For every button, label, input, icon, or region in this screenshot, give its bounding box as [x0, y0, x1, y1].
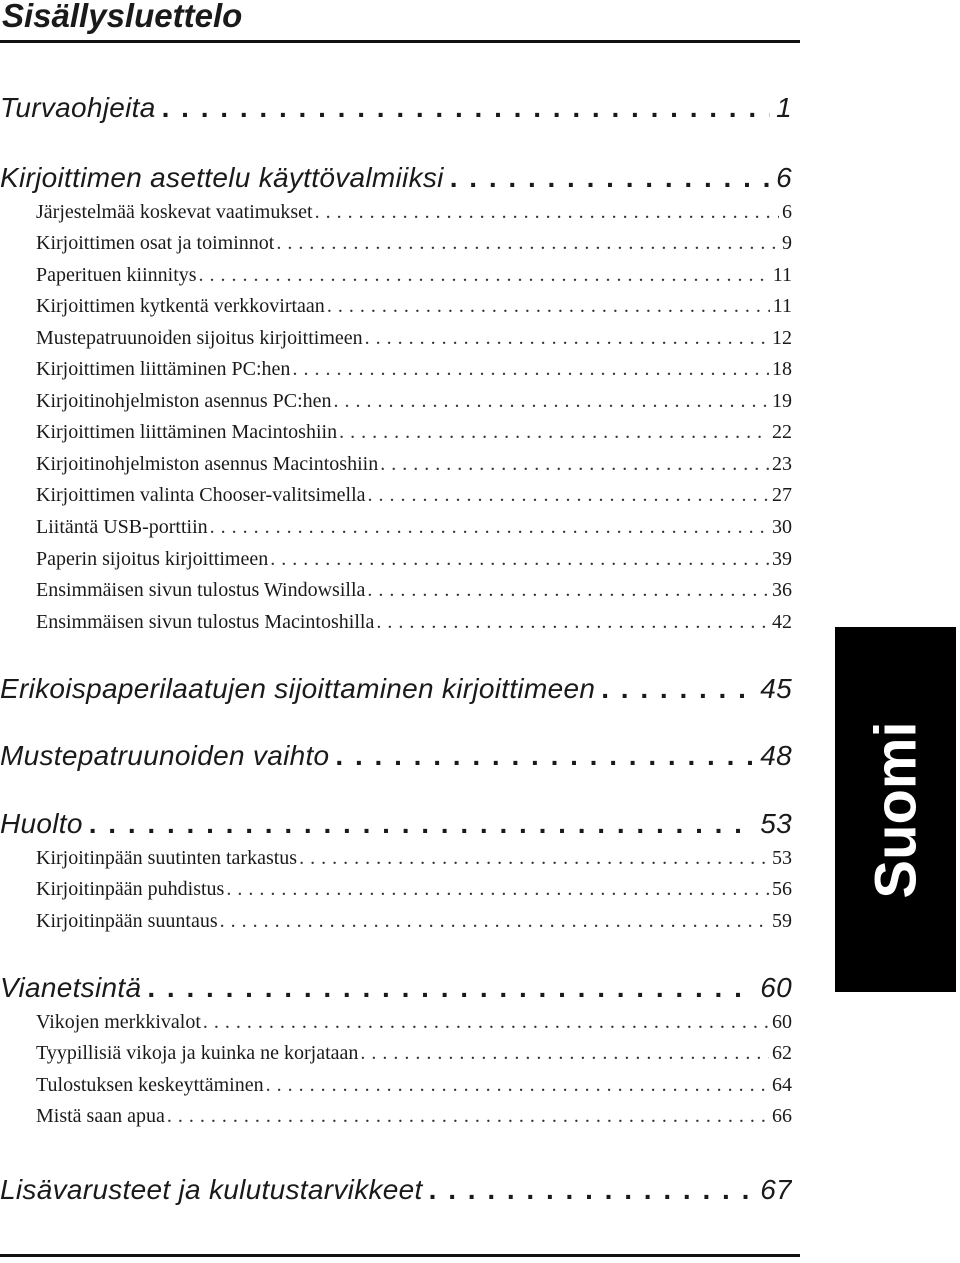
- toc-section-label: Mistä saan apua: [36, 1105, 165, 1127]
- dot-leader: [444, 160, 770, 196]
- toc-section[interactable]: [36, 1102, 792, 1130]
- toc-chapter-label: Kirjoittimen asettelu käyttövalmiiksi: [0, 162, 444, 193]
- language-tab-label: Suomi: [863, 720, 928, 899]
- toc-section[interactable]: [36, 292, 792, 320]
- toc-section[interactable]: [36, 198, 792, 226]
- toc-chapter-turvaohjeita[interactable]: [0, 90, 792, 126]
- toc-page-number: 23: [772, 453, 792, 475]
- toc-page-number: 36: [772, 579, 792, 601]
- toc-section[interactable]: [36, 355, 792, 383]
- toc-page-number: 6: [776, 162, 792, 193]
- dot-leader: [363, 324, 769, 352]
- footer-rule: [0, 1254, 800, 1257]
- dot-leader: [329, 738, 754, 774]
- toc-section[interactable]: [36, 576, 792, 604]
- toc-section[interactable]: [36, 875, 792, 903]
- toc-section-label: Kirjoittimen liittäminen PC:hen: [36, 358, 291, 380]
- toc-section-label: Ensimmäisen sivun tulostus Windowsilla: [36, 579, 366, 601]
- dot-leader: [423, 1172, 755, 1208]
- dot-leader: [165, 1102, 769, 1130]
- dot-leader: [264, 1071, 769, 1099]
- toc-section[interactable]: [36, 608, 792, 636]
- toc-page-number: 11: [772, 264, 792, 286]
- toc-chapter-asettelu[interactable]: [0, 160, 792, 196]
- toc-page-number: 9: [782, 232, 792, 254]
- toc-section[interactable]: [36, 1071, 792, 1099]
- toc-section[interactable]: [36, 261, 792, 289]
- dot-leader: [268, 545, 769, 573]
- toc-section[interactable]: [36, 324, 792, 352]
- dot-leader: [156, 90, 771, 126]
- page-title: Sisällysluettelo: [2, 0, 243, 34]
- dot-leader: [290, 355, 769, 383]
- toc-section-label: Vikojen merkkivalot: [36, 1011, 201, 1033]
- toc-section-label: Kirjoittimen osat ja toiminnot: [36, 232, 275, 254]
- toc-page-number: 27: [772, 484, 792, 506]
- dot-leader: [224, 875, 769, 903]
- toc-chapter-lisavarusteet[interactable]: [0, 1172, 792, 1208]
- toc-section-label: Kirjoitinpään puhdistus: [36, 878, 225, 900]
- toc-section[interactable]: [36, 229, 792, 257]
- toc-page-number: 53: [772, 847, 792, 869]
- toc-section[interactable]: [36, 387, 792, 415]
- dot-leader: [337, 418, 769, 446]
- toc-page-number: 45: [760, 673, 792, 704]
- toc-chapter-erikoispaperilaatujen[interactable]: [0, 671, 792, 707]
- dot-leader: [208, 513, 769, 541]
- dot-leader: [141, 970, 754, 1006]
- toc-section-label: Kirjoitinohjelmiston asennus PC:hen: [36, 390, 332, 412]
- dot-leader: [201, 1008, 769, 1036]
- toc-section-label: Liitäntä USB-porttiin: [36, 516, 208, 538]
- toc-section-label: Kirjoittimen liittäminen Macintoshiin: [36, 421, 338, 443]
- toc-page-number: 53: [760, 808, 792, 839]
- dot-leader: [595, 671, 754, 707]
- toc-page-number: 48: [760, 740, 792, 771]
- toc-chapter-label: Mustepatruunoiden vaihto: [0, 740, 330, 771]
- dot-leader: [297, 844, 769, 872]
- dot-leader: [313, 198, 779, 226]
- toc-section[interactable]: [36, 481, 792, 509]
- toc-page-number: 22: [772, 421, 792, 443]
- toc-section-label: Ensimmäisen sivun tulostus Macintoshilla: [36, 611, 375, 633]
- toc-section-label: Järjestelmää koskevat vaatimukset: [36, 201, 313, 223]
- toc-page-number: 1: [776, 92, 792, 123]
- toc-chapter-label: Erikoispaperilaatujen sijoittaminen kirjoittimeen: [0, 673, 596, 704]
- dot-leader: [332, 387, 769, 415]
- toc-page-number: 64: [772, 1074, 792, 1096]
- toc-page-number: 66: [772, 1105, 792, 1127]
- dot-leader: [365, 576, 769, 604]
- toc-page-number: 39: [772, 548, 792, 570]
- toc-page-number: 56: [772, 878, 792, 900]
- toc-page-number: 60: [772, 1011, 792, 1033]
- toc-section[interactable]: [36, 1039, 792, 1067]
- toc-section[interactable]: [36, 513, 792, 541]
- toc-section[interactable]: [36, 1008, 792, 1036]
- dot-leader: [274, 229, 779, 257]
- dot-leader: [325, 292, 770, 320]
- toc-page-number: 30: [772, 516, 792, 538]
- toc-chapter-mustepatruunoiden-vaihto[interactable]: [0, 738, 792, 774]
- toc-page-number: 11: [772, 295, 792, 317]
- toc-chapter-label: Lisävarusteet ja kulutustarvikkeet: [0, 1174, 423, 1205]
- toc-section-label: Paperituen kiinnitys: [36, 264, 197, 286]
- toc-section-label: Kirjoittimen valinta Chooser-valitsimella: [36, 484, 366, 506]
- dot-leader: [197, 261, 770, 289]
- toc-page-number: 62: [772, 1042, 792, 1064]
- toc-section-label: Kirjoitinohjelmiston asennus Macintoshiin: [36, 453, 379, 475]
- toc-section-label: Tulostuksen keskeyttäminen: [36, 1074, 264, 1096]
- toc-page-number: 60: [760, 972, 792, 1003]
- toc-section[interactable]: [36, 450, 792, 478]
- toc-page-number: 59: [772, 910, 792, 932]
- dot-leader: [83, 806, 755, 842]
- toc-section[interactable]: [36, 418, 792, 446]
- title-rule: [0, 40, 800, 43]
- dot-leader: [358, 1039, 769, 1067]
- dot-leader: [218, 907, 769, 935]
- toc-section[interactable]: [36, 545, 792, 573]
- dot-leader: [378, 450, 769, 478]
- toc-section-label: Kirjoittimen kytkentä verkkovirtaan: [36, 295, 325, 317]
- toc-page-number: 42: [772, 611, 792, 633]
- toc-page-number: 12: [772, 327, 792, 349]
- toc-section[interactable]: [36, 907, 792, 935]
- dot-leader: [366, 481, 769, 509]
- toc-chapter-label: Vianetsintä: [0, 972, 142, 1003]
- toc-chapter-label: Huolto: [0, 808, 83, 839]
- toc-section-label: Kirjoitinpään suuntaus: [36, 910, 218, 932]
- language-side-tab: [835, 627, 956, 992]
- toc-section-label: Kirjoitinpään suutinten tarkastus: [36, 847, 298, 869]
- toc-page-number: 19: [772, 390, 792, 412]
- toc-section-label: Tyypillisiä vikoja ja kuinka ne korjataan: [36, 1042, 359, 1064]
- toc-chapter-vianetsinta[interactable]: [0, 970, 792, 1006]
- toc-section-label: Paperin sijoitus kirjoittimeen: [36, 548, 269, 570]
- toc-section-label: Mustepatruunoiden sijoitus kirjoittimeen: [36, 327, 363, 349]
- toc-page-number: 18: [772, 358, 792, 380]
- toc-page-number: 67: [760, 1174, 792, 1205]
- toc-chapter-label: Turvaohjeita: [0, 92, 156, 123]
- dot-leader: [374, 608, 769, 636]
- toc-section[interactable]: [36, 844, 792, 872]
- toc-chapter-huolto[interactable]: [0, 806, 792, 842]
- toc-page-number: 6: [782, 201, 792, 223]
